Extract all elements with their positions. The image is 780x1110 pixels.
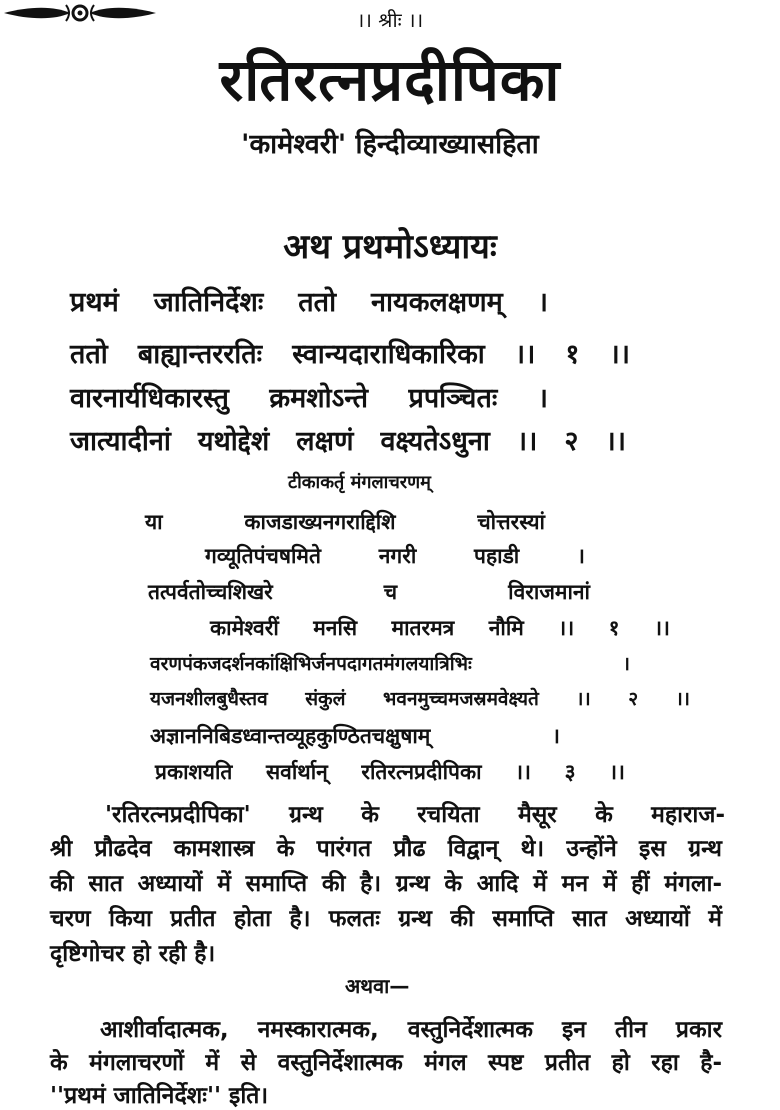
invocation-line: गव्यूतिपंचषमिते नगरी पहाडी । bbox=[205, 544, 585, 568]
page-title: रतिरत्नप्रदीपिका bbox=[219, 46, 561, 114]
paragraph-line: 'रतिरत्नप्रदीपिका' ग्रन्थ के रचयिता मैसूर के महाराज- bbox=[105, 802, 725, 828]
paragraph-line: चरण किया प्रतीत होता है। फलतः ग्रन्थ की समाप्ति सात अध्यायों में bbox=[50, 906, 722, 932]
paragraph-line: ''प्रथमं जातिनिर्देशः'' इति। bbox=[50, 1083, 269, 1109]
verse-line: वारनार्यधिकारस्तु क्रमशोऽन्ते प्रपञ्चितः । bbox=[70, 383, 548, 414]
invocation-text: ।। श्रीः ।। bbox=[356, 8, 424, 32]
paragraph-line: श्री प्रौढदेव कामशास्त्र के पारंगत प्रौढ विद्वान् थे। उन्होंने इस ग्रन्थ bbox=[50, 836, 722, 862]
verse-line: ततो बाह्यान्तररतिः स्वान्यदाराधिकारिका ।। १ ।। bbox=[70, 339, 630, 370]
verse-line: प्रथमं जातिनिर्देशः ततो नायकलक्षणम् । bbox=[70, 287, 548, 318]
invocation-line: अज्ञाननिबिडध्वान्तव्यूहकुण्ठितचक्षुषाम् । bbox=[150, 724, 560, 748]
invocation-line: यजनशीलबुधैस्तव संकुलं भवनमुच्चमजस्रमवेक्ष्यते ।। २ ।। bbox=[150, 688, 690, 710]
paragraph-line: दृष्टिगोचर हो रही है। bbox=[50, 941, 216, 967]
commentary-heading: टीकाकर्तृ मंगलाचरणम् bbox=[288, 472, 431, 493]
invocation-line: तत्पर्वतोच्चशिखरे च विराजमानां bbox=[148, 580, 590, 604]
verse-line: जात्यादीनां यथोद्देशं लक्षणं वक्ष्यतेऽधुना ।। २ ।। bbox=[70, 426, 626, 457]
page-subtitle: 'कामेश्वरी' हिन्दीव्याख्यासहिता bbox=[241, 129, 539, 160]
invocation-line: प्रकाशयति सर्वार्थान् रतिरत्नप्रदीपिका ।। ३ ।। bbox=[155, 760, 625, 784]
athava-heading: अथवा— bbox=[345, 974, 410, 998]
invocation-line: कामेश्वरीं मनसि मातरमत्र नौमि ।। १ ।। bbox=[210, 616, 670, 640]
paragraph-line: आशीर्वादात्मक, नमस्कारात्मक, वस्तुनिर्देशात्मक इन तीन प्रकार bbox=[100, 1017, 722, 1043]
invocation-line: वरणपंकजदर्शनकांक्षिभिर्जनपदागतमंगलयात्रिभिः । bbox=[150, 653, 630, 675]
invocation-line: या काजडाख्यनगराद्दिशि चोत्तरस्यां bbox=[145, 510, 545, 534]
chapter-heading: अथ प्रथमोऽध्यायः bbox=[283, 227, 497, 267]
paragraph-line: की सात अध्यायों में समाप्ति की है। ग्रन्थ के आदि में मन में हीं मंगला- bbox=[50, 871, 722, 897]
paragraph-line: के मंगलाचरणों में से वस्तुनिर्देशात्मक मंगल स्पष्ट प्रतीत हो रहा है- bbox=[50, 1050, 722, 1076]
